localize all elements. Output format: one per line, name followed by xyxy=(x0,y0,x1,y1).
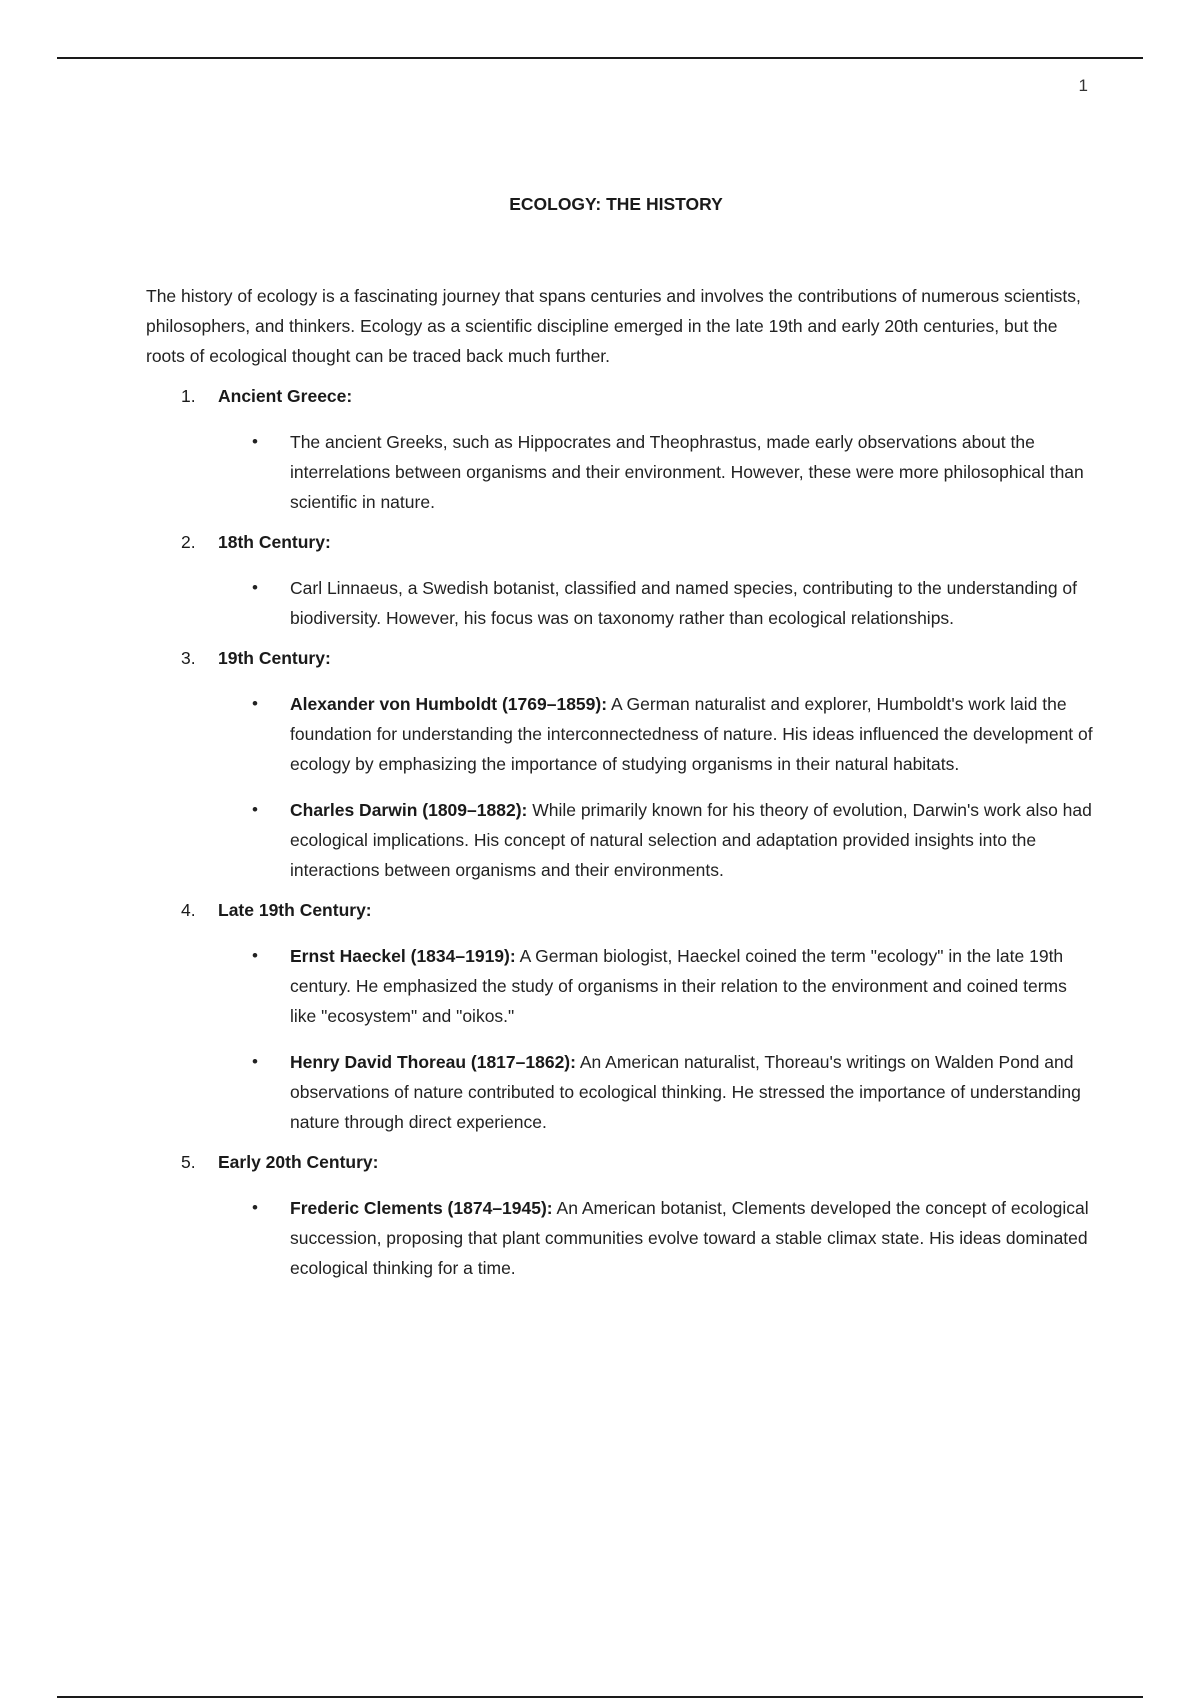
bullet-text: An American botanist, Clements developed the concept of ecological succession, proposing that plant communities evolve toward a stable climax state. His ideas dominated ecological thinking for a time. xyxy=(290,1198,1089,1278)
section-heading xyxy=(146,527,1096,557)
section-number: 4. xyxy=(181,900,196,920)
header-rule xyxy=(57,57,1143,59)
section-number: 1. xyxy=(181,386,196,406)
bullet-list xyxy=(146,941,1096,1137)
section-number: 3. xyxy=(181,648,196,668)
section-heading-label: Early 20th Century: xyxy=(218,1152,379,1172)
section-18th-century xyxy=(146,527,1096,633)
bullet-lead: Frederic Clements (1874–1945): xyxy=(290,1198,553,1218)
section-number: 5. xyxy=(181,1152,196,1172)
bullet-lead: Henry David Thoreau (1817–1862): xyxy=(290,1052,576,1072)
section-heading-label: 19th Century: xyxy=(218,648,331,668)
bullet-text: An American naturalist, Thoreau's writings on Walden Pond and observations of nature contributed to ecological thinking. He stressed the importance of understanding nature through direct experience. xyxy=(290,1052,1081,1132)
bullet-list xyxy=(146,573,1096,633)
section-early-20th-century xyxy=(146,1147,1096,1283)
list-item xyxy=(146,573,1096,633)
section-heading xyxy=(146,895,1096,925)
bullet-text: The ancient Greeks, such as Hippocrates and Theophrastus, made early observations about the interrelations between organisms and their environment. However, these were more philosophical than scientific in nature. xyxy=(290,432,1084,512)
bullet-icon: • xyxy=(252,1052,258,1071)
bullet-list xyxy=(146,689,1096,885)
section-list xyxy=(146,381,1096,1283)
section-heading xyxy=(146,643,1096,673)
list-item xyxy=(146,795,1096,885)
bullet-text: A German biologist, Haeckel coined the term "ecology" in the late 19th century. He emphasized the study of organisms in their relation to the environment and coined terms like "ecosystem" and "oikos." xyxy=(290,946,1067,1026)
section-heading-label: Ancient Greece: xyxy=(218,386,353,406)
bullet-lead: Alexander von Humboldt (1769–1859): xyxy=(290,694,608,714)
bullet-text: A German naturalist and explorer, Humboldt's work laid the foundation for understanding the interconnectedness of nature. His ideas influenced the development of ecology by emphasizing the importance of studying organisms in their natural habitats. xyxy=(290,694,1093,774)
section-heading xyxy=(146,1147,1096,1177)
section-heading-label: 18th Century: xyxy=(218,532,331,552)
section-ancient-greece xyxy=(146,381,1096,517)
bullet-list xyxy=(146,1193,1096,1283)
bullet-icon: • xyxy=(252,1198,258,1217)
document-body xyxy=(146,281,1096,1283)
page-number: 1 xyxy=(1078,76,1088,95)
section-19th-century xyxy=(146,643,1096,885)
bullet-lead: Ernst Haeckel (1834–1919): xyxy=(290,946,516,966)
list-item xyxy=(146,1193,1096,1283)
list-item xyxy=(146,941,1096,1031)
section-late-19th-century xyxy=(146,895,1096,1137)
document-title: ECOLOGY: THE HISTORY xyxy=(509,194,723,214)
bullet-lead: Charles Darwin (1809–1882): xyxy=(290,800,528,820)
section-heading-label: Late 19th Century: xyxy=(218,900,372,920)
bullet-text: While primarily known for his theory of evolution, Darwin's work also had ecological implications. His concept of natural selection and adaptation provided insights into the interactions between organisms and their environments. xyxy=(290,800,1092,880)
bullet-list xyxy=(146,427,1096,517)
intro-paragraph: The history of ecology is a fascinating journey that spans centuries and involves the contributions of numerous scientists, philosophers, and thinkers. Ecology as a scientific discipline emerged in the late 19th and early 20th centuries, but the roots of ecological thought can be traced back much further. xyxy=(146,286,1081,366)
list-item xyxy=(146,427,1096,517)
bullet-icon: • xyxy=(252,432,258,451)
list-item xyxy=(146,689,1096,779)
bullet-icon: • xyxy=(252,578,258,597)
section-number: 2. xyxy=(181,532,196,552)
list-item xyxy=(146,1047,1096,1137)
bullet-icon: • xyxy=(252,694,258,713)
bullet-icon: • xyxy=(252,800,258,819)
section-heading xyxy=(146,381,1096,411)
footer-rule xyxy=(57,1696,1143,1698)
bullet-text: Carl Linnaeus, a Swedish botanist, classified and named species, contributing to the understanding of biodiversity. However, his focus was on taxonomy rather than ecological relationships. xyxy=(290,578,1078,628)
bullet-icon: • xyxy=(252,946,258,965)
